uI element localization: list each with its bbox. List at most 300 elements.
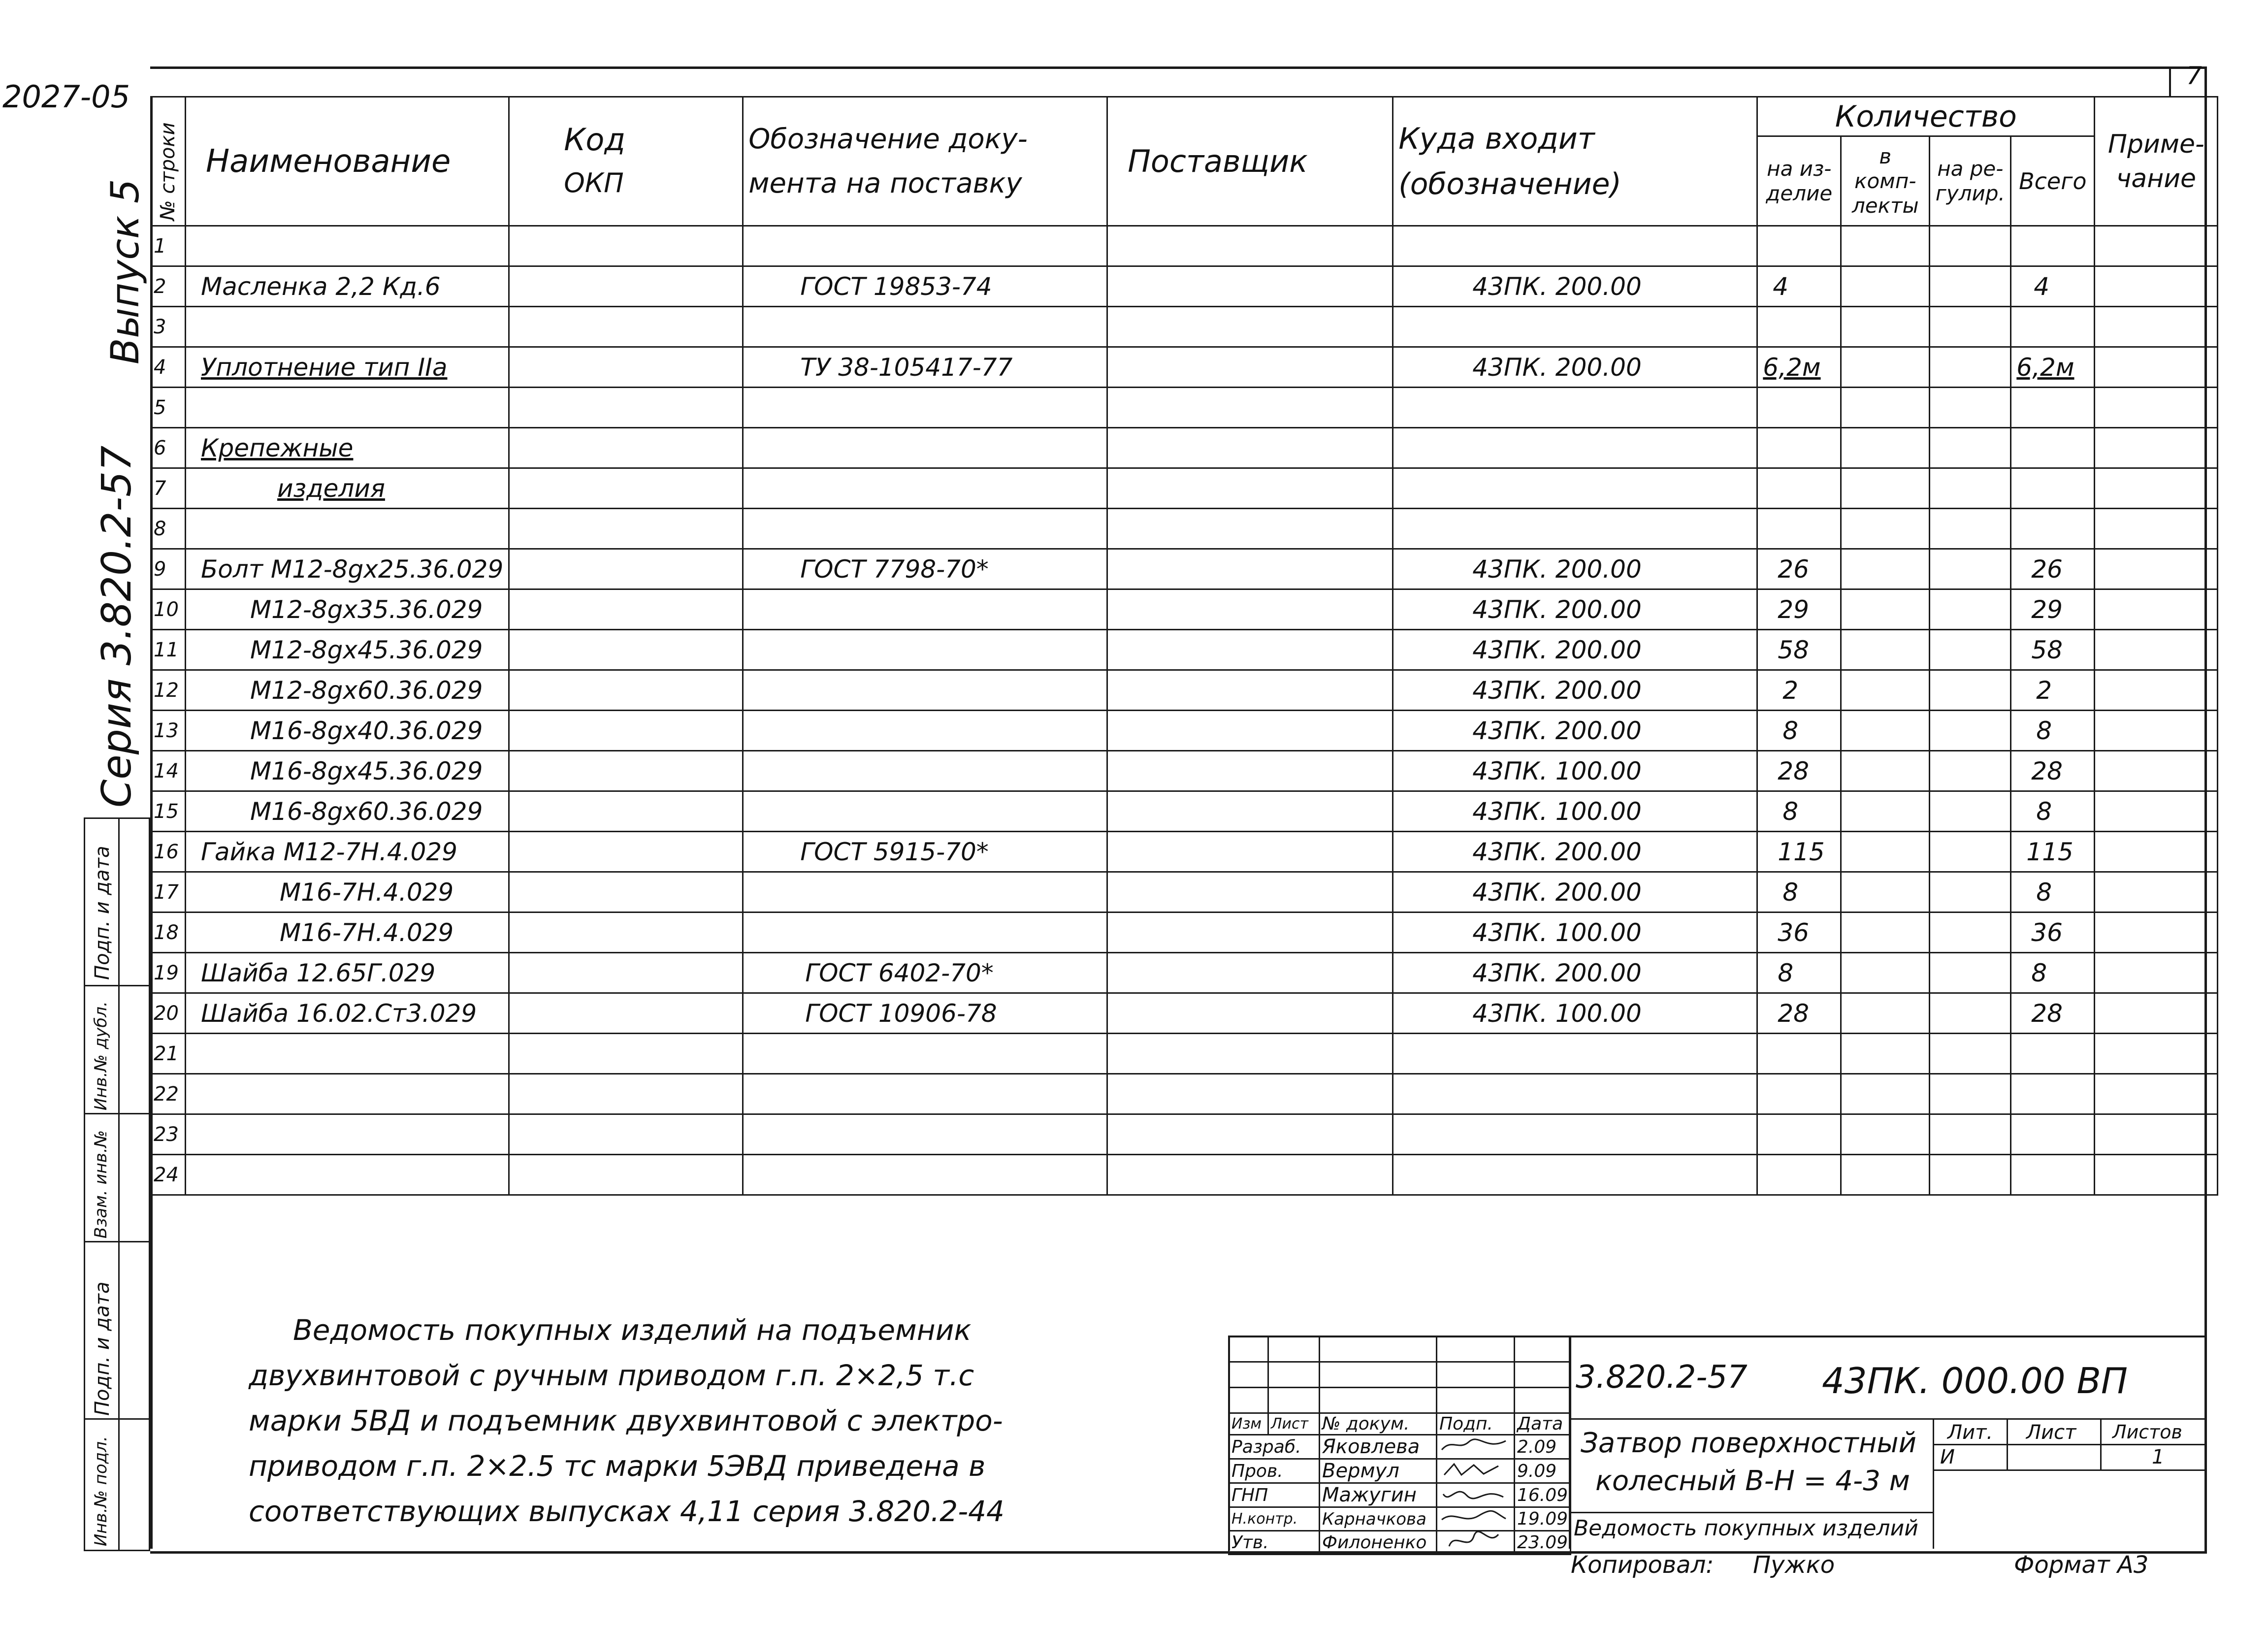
note [2095,1034,2218,1074]
qty-per-item: 26 [1757,549,1841,589]
qty-total [2011,509,2095,549]
supplier [1107,226,1393,266]
table-row [151,832,2218,872]
stamp-role-row [1229,1459,1571,1483]
supplier [1107,711,1393,751]
note [2095,630,2218,670]
where-used [1393,1074,1757,1114]
stamp-signature [1437,1435,1515,1459]
qty-per-item [1757,226,1841,266]
signature-scribble-icon [1439,1531,1508,1549]
stamp-product-line2: колесный В-Н = 4-3 м [1595,1465,1910,1497]
note [2095,670,2218,711]
stamp-col-izm: Изм [1229,1413,1268,1435]
where-used: 43ПК. 100.00 [1393,912,1757,953]
side-stamp-row-line-2 [84,1113,150,1114]
stamp-role: Пров. [1229,1459,1320,1483]
qty-per-item: 58 [1757,630,1841,670]
qty-per-item [1757,1114,1841,1155]
qty-total [2011,1114,2095,1155]
qty-for-adjust [1930,872,2011,912]
qty-total: 8 [2011,711,2095,751]
signature-scribble-icon [1439,1484,1508,1502]
okp-code [509,630,743,670]
side-stamp-row-line-3 [84,1241,150,1242]
header-row-no-cell [151,97,186,226]
stamp-person: Яковлева [1320,1435,1437,1459]
where-used: 43ПК. 200.00 [1393,347,1757,388]
qty-total: 26 [2011,549,2095,589]
qty-per-item: 4 [1757,266,1841,307]
row-number: 18 [151,912,186,953]
qty-total: 36 [2011,912,2095,953]
row-number: 15 [151,791,186,832]
qty-per-item: 8 [1757,953,1841,993]
stamp-role-row [1229,1507,1571,1531]
table-row [151,791,2218,832]
table-row [151,226,2218,266]
item-name: Уплотнение тип IIа [186,347,509,388]
okp-code [509,388,743,428]
note [2095,912,2218,953]
qty-for-adjust [1930,993,2011,1034]
footer-copied-label: Копировал: [1571,1551,1714,1579]
qty-per-item: 36 [1757,912,1841,953]
note [2095,266,2218,307]
where-used: 43ПК. 100.00 [1393,791,1757,832]
side-inv-orig: Инв.№ подл. [91,1436,111,1546]
qty-in-kits [1841,468,1930,509]
signature-scribble-icon [1439,1436,1508,1454]
okp-code [509,1074,743,1114]
sheet-number-box [2169,66,2206,98]
okp-code [509,468,743,509]
row-number: 22 [151,1074,186,1114]
qty-per-item: 28 [1757,751,1841,791]
stamp-role: ГНП [1229,1483,1320,1507]
note [2095,428,2218,468]
supplier [1107,428,1393,468]
where-used: 43ПК. 200.00 [1393,872,1757,912]
side-sign-date-1: Подп. и дата [91,846,114,980]
where-used: 43ПК. 200.00 [1393,589,1757,630]
qty-per-item: 2 [1757,670,1841,711]
row-number: 8 [151,509,186,549]
stamp-signature [1437,1507,1515,1531]
supplier [1107,347,1393,388]
supply-document: ТУ 38-105417-77 [743,347,1107,388]
supplier [1107,1034,1393,1074]
note-line: марки 5ВД и подъемник двухвинтовой с электро- [249,1404,1003,1437]
qty-total [2011,1155,2095,1195]
header-in-kits: в комп-лекты [1841,136,1930,226]
stamp-date: 16.09 [1515,1483,1571,1507]
supply-document [743,1034,1107,1074]
footer-copier-name: Пужко [1753,1551,1835,1579]
where-used [1393,1114,1757,1155]
stamp-date: 9.09 [1515,1459,1571,1483]
qty-total: 6,2м [2011,347,2095,388]
qty-total: 4 [2011,266,2095,307]
supply-document: ГОСТ 7798-70* [743,549,1107,589]
header-document-line1: Обозначение доку- [748,123,1028,155]
supply-document: ГОСТ 5915-70* [743,832,1107,872]
okp-code [509,872,743,912]
qty-in-kits [1841,993,1930,1034]
supplier [1107,266,1393,307]
qty-total: 8 [2011,791,2095,832]
supplier [1107,791,1393,832]
qty-total: 58 [2011,630,2095,670]
item-name [186,1074,509,1114]
stamp-empty-row [1229,1362,1571,1388]
supply-document [743,711,1107,751]
table-row [151,953,2218,993]
okp-code [509,791,743,832]
stamp-title-vline [1933,1418,1934,1549]
okp-code [509,670,743,711]
supplier [1107,993,1393,1034]
qty-in-kits [1841,751,1930,791]
note [2095,953,2218,993]
qty-for-adjust [1930,589,2011,630]
note [2095,509,2218,549]
supplier [1107,388,1393,428]
qty-total [2011,1034,2095,1074]
qty-for-adjust [1930,751,2011,791]
supplier [1107,912,1393,953]
stamp-date: 19.09 [1515,1507,1571,1531]
item-name [186,1034,509,1074]
table-row [151,347,2218,388]
note [2095,711,2218,751]
qty-total: 115 [2011,832,2095,872]
qty-per-item: 8 [1757,711,1841,751]
header-okp-line1: Код [564,121,626,158]
qty-total [2011,428,2095,468]
where-used: 43ПК. 200.00 [1393,670,1757,711]
item-name [186,1155,509,1195]
qty-total: 28 [2011,751,2095,791]
okp-code [509,993,743,1034]
qty-total: 8 [2011,953,2095,993]
qty-in-kits [1841,872,1930,912]
qty-in-kits [1841,912,1930,953]
stamp-role: Утв. [1229,1531,1320,1555]
supplier [1107,1155,1393,1195]
stamp-date: 2.09 [1515,1435,1571,1459]
stamp-signature [1437,1531,1515,1555]
qty-per-item [1757,428,1841,468]
supplier [1107,307,1393,347]
corner-code: 2027-05 [2,79,130,115]
qty-per-item: 115 [1757,832,1841,872]
signature-scribble-icon [1439,1460,1508,1478]
qty-for-adjust [1930,509,2011,549]
note [2095,1155,2218,1195]
where-used: 43ПК. 200.00 [1393,266,1757,307]
stamp-col-date: Дата [1515,1413,1571,1435]
table-row [151,307,2218,347]
qty-total [2011,226,2095,266]
supplier [1107,630,1393,670]
stamp-col-list: Лист [1268,1413,1320,1435]
qty-per-item: 29 [1757,589,1841,630]
qty-per-item [1757,1155,1841,1195]
qty-for-adjust [1930,266,2011,307]
where-used: 43ПК. 200.00 [1393,832,1757,872]
note [2095,388,2218,428]
supplier [1107,589,1393,630]
table-row [151,1074,2218,1114]
qty-for-adjust [1930,1155,2011,1195]
okp-code [509,751,743,791]
supplier [1107,670,1393,711]
supply-document: ГОСТ 19853-74 [743,266,1107,307]
header-row-no: № строки [157,122,179,221]
where-used [1393,428,1757,468]
table-row [151,670,2218,711]
stamp-col-sign: Подп. [1437,1413,1515,1435]
stamp-product-line1: Затвор поверхностный [1581,1427,1916,1459]
qty-in-kits [1841,791,1930,832]
table-row [151,266,2218,307]
table-row [151,468,2218,509]
header-quantity: Количество [1757,97,2095,136]
item-name: изделия [186,468,509,509]
okp-code [509,711,743,751]
stamp-person: Вермул [1320,1459,1437,1483]
qty-for-adjust [1930,791,2011,832]
qty-in-kits [1841,307,1930,347]
item-name: М16-7Н.4.029 [186,872,509,912]
qty-in-kits [1841,1034,1930,1074]
okp-code [509,428,743,468]
item-name: Шайба 16.02.Ст3.029 [186,993,509,1034]
supplier [1107,1114,1393,1155]
stamp-role-row [1229,1435,1571,1459]
table-row [151,428,2218,468]
qty-in-kits [1841,388,1930,428]
where-used: 43ПК. 100.00 [1393,993,1757,1034]
qty-for-adjust [1930,468,2011,509]
item-name: Крепежные [186,428,509,468]
row-number: 13 [151,711,186,751]
header-document [743,97,1107,226]
qty-for-adjust [1930,912,2011,953]
note [2095,589,2218,630]
where-used [1393,1034,1757,1074]
side-stamp-divider [118,817,120,1551]
supply-document [743,670,1107,711]
stamp-lit-value: И [1940,1446,1955,1468]
supply-document [743,509,1107,549]
header-for-adjust: на ре-гулир. [1930,136,2011,226]
item-name: М16-8gх40.36.029 [186,711,509,751]
header-where-line1: Куда входит [1398,121,1595,156]
side-sign-date-2: Подп. и дата [91,1281,114,1416]
note [2095,226,2218,266]
stamp-empty-row [1229,1336,1571,1362]
qty-in-kits [1841,1155,1930,1195]
where-used [1393,307,1757,347]
header-okp-line2: ОКП [564,167,624,198]
supplier [1107,872,1393,912]
stamp-lit-hline-2 [1933,1469,2204,1471]
header-okp [509,97,743,226]
qty-for-adjust [1930,388,2011,428]
note [2095,993,2218,1034]
stamp-role: Разраб. [1229,1435,1320,1459]
qty-in-kits [1841,670,1930,711]
supplier [1107,468,1393,509]
qty-in-kits [1841,1074,1930,1114]
qty-for-adjust [1930,832,2011,872]
note [2095,347,2218,388]
supplier [1107,549,1393,589]
note-line: двухвинтовой с ручным приводом г.п. 2×2,5 т.с [249,1359,974,1392]
item-name: Болт М12-8gх25.36.029 [186,549,509,589]
row-number: 9 [151,549,186,589]
stamp-person: Карначкова [1320,1507,1437,1531]
stamp-role-row [1229,1483,1571,1507]
supplier [1107,751,1393,791]
qty-total [2011,1074,2095,1114]
signature-scribble-icon [1439,1508,1508,1526]
qty-in-kits [1841,509,1930,549]
qty-in-kits [1841,1114,1930,1155]
qty-for-adjust [1930,953,2011,993]
stamp-signature [1437,1459,1515,1483]
header-where-line2: (обозначение) [1398,166,1621,201]
side-stamp-row-line-1 [84,985,150,986]
okp-code [509,347,743,388]
qty-total: 28 [2011,993,2095,1034]
qty-for-adjust [1930,307,2011,347]
qty-total: 2 [2011,670,2095,711]
item-name [186,388,509,428]
header-total: Всего [2011,136,2095,226]
okp-code [509,1114,743,1155]
note [2095,307,2218,347]
note [2095,468,2218,509]
stamp-doctitle-hline [1569,1512,1933,1513]
stamp-date: 23.09 [1515,1531,1571,1555]
stamp-doc-title: Ведомость покупных изделий [1574,1516,1918,1541]
table-row [151,509,2218,549]
qty-total: 29 [2011,589,2095,630]
table-row [151,1114,2218,1155]
supply-document [743,872,1107,912]
stamp-sheets-label: Листов [2112,1421,2182,1443]
okp-code [509,1155,743,1195]
side-vzam-inv: Взам. инв.№ [91,1130,111,1238]
supply-document [743,388,1107,428]
table-row [151,993,2218,1034]
side-stamp-row-line-4 [84,1418,150,1420]
row-number: 1 [151,226,186,266]
item-name: М16-8gх45.36.029 [186,751,509,791]
supply-document [743,791,1107,832]
stamp-series-code: 3.820.2-57 [1576,1359,1748,1396]
stamp-lit-label: Лит. [1947,1421,1993,1444]
okp-code [509,912,743,953]
row-number: 2 [151,266,186,307]
qty-per-item [1757,468,1841,509]
note-line: Ведомость покупных изделий на подъемник [293,1313,972,1347]
table-row [151,1155,2218,1195]
header-name: Наименование [186,97,509,226]
where-used: 43ПК. 200.00 [1393,953,1757,993]
supplier [1107,953,1393,993]
row-number: 7 [151,468,186,509]
header-document-line2: мента на поставку [748,167,1022,199]
item-name: М16-7Н.4.029 [186,912,509,953]
qty-in-kits [1841,832,1930,872]
footer-format: Формат А3 [2014,1551,2149,1579]
supply-document [743,226,1107,266]
header-note: Приме-чание [2095,97,2218,226]
item-name [186,307,509,347]
qty-per-item [1757,509,1841,549]
item-name: М16-8gх60.36.029 [186,791,509,832]
stamp-sheet-label: Лист [2026,1421,2076,1444]
where-used [1393,388,1757,428]
supply-document [743,1114,1107,1155]
sheet-number: 7 [2186,62,2202,90]
okp-code [509,953,743,993]
supply-document [743,1155,1107,1195]
table-row [151,751,2218,791]
stamp-signature [1437,1483,1515,1507]
stamp-empty-row [1229,1388,1571,1413]
header-row-1 [151,97,2218,136]
stamp-role: Н.контр. [1229,1507,1320,1531]
supplier [1107,1074,1393,1114]
item-name [186,509,509,549]
note [2095,832,2218,872]
okp-code [509,307,743,347]
note [2095,1114,2218,1155]
note [2095,751,2218,791]
row-number: 12 [151,670,186,711]
qty-per-item [1757,307,1841,347]
stamp-code-hline [1569,1418,2204,1420]
note-paragraph [249,1307,1004,1534]
purchased-items-table [150,96,2218,1196]
supplier [1107,509,1393,549]
okp-code [509,226,743,266]
row-number: 20 [151,993,186,1034]
supply-document [743,428,1107,468]
table-row [151,1034,2218,1074]
supply-document [743,468,1107,509]
table-row [151,912,2218,953]
qty-total [2011,307,2095,347]
where-used: 43ПК. 200.00 [1393,711,1757,751]
supply-document [743,912,1107,953]
qty-per-item [1757,1034,1841,1074]
row-number: 6 [151,428,186,468]
row-number: 17 [151,872,186,912]
supply-document [743,589,1107,630]
table-row [151,872,2218,912]
side-inv-dup: Инв.№ дубл. [91,1001,111,1110]
qty-for-adjust [1930,428,2011,468]
note [2095,1074,2218,1114]
where-used [1393,468,1757,509]
note [2095,549,2218,589]
